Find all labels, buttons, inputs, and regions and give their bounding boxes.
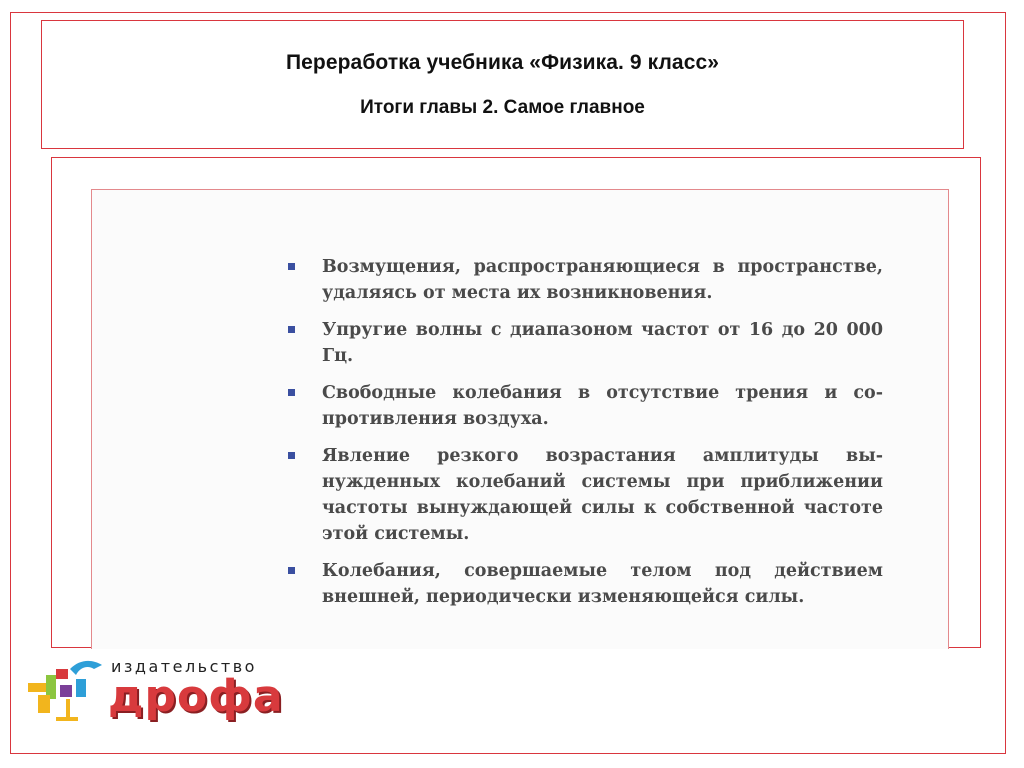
list-item-text: Колебания, совершаемые телом под действием внешней, периодически изменяющейся силы. [322, 561, 883, 607]
bullet-icon [288, 389, 295, 396]
list-item [290, 443, 883, 547]
list-item [290, 380, 883, 432]
bullet-icon [288, 567, 295, 574]
bullet-icon [288, 326, 295, 333]
bullet-icon [288, 452, 295, 459]
list-item [290, 317, 883, 369]
list-item [290, 558, 883, 610]
list-item [290, 254, 883, 306]
publisher-name: дрофа [108, 671, 284, 722]
list-item-text: Возмущения, распространяющиеся в пространстве, удаляясь от места их возникновения. [322, 257, 883, 303]
publisher-logo [26, 655, 286, 727]
drofa-emblem-icon [26, 655, 108, 725]
list-item-text: Явление резкого возрастания амплитуды вынужденных колебаний системы при приближении частоты вынуждающей силы к собственной частоте этой системы. [322, 446, 883, 544]
list-item-text: Свободные колебания в отсутствие трения и сопротивления воздуха. [322, 383, 883, 429]
list-item-text: Упругие волны с диапазоном частот от 16 до 20 000 Гц. [322, 320, 883, 366]
bullet-icon [288, 263, 295, 270]
summary-list [290, 254, 883, 621]
slide-header [41, 20, 964, 149]
slide-title: Переработка учебника «Физика. 9 класс» [285, 51, 720, 74]
publisher-label: издательство [111, 657, 257, 676]
slide-subtitle: Итоги главы 2. Самое главное [360, 97, 645, 118]
